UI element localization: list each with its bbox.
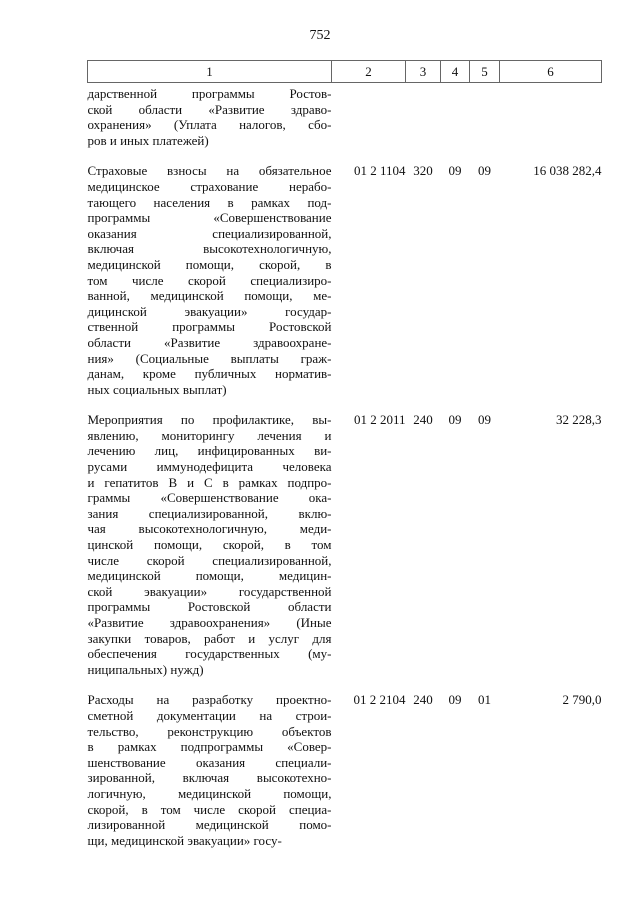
description-line: числе скорой специализированной,: [87, 552, 332, 568]
description-line: «Развитие здравоохранения» (Иные: [87, 615, 332, 630]
column-header-code: 2: [332, 61, 406, 83]
description-line: сметной документации на строи-: [87, 707, 332, 723]
row-section: 09: [448, 163, 462, 179]
row-subsection: [470, 83, 500, 164]
row-section: 09: [448, 412, 462, 428]
description-line: медицинской помощи, скорой, в: [87, 256, 332, 272]
table-row: [88, 83, 602, 164]
description-line: граммы «Совершенствование ока-: [87, 490, 332, 506]
column-header-rz: 4: [441, 61, 470, 83]
description-line: лечению лиц, инфицированных ви-: [87, 443, 332, 459]
description-line: дицинской эвакуации» государ-: [87, 303, 332, 319]
row-subsection: 09: [478, 412, 491, 428]
description-line: медицинской помощи, медицин-: [87, 568, 332, 584]
description-line: медицинское страхование нерабо-: [87, 178, 332, 194]
column-header-description: 1: [88, 61, 332, 83]
description-line: ров и иных платежей): [87, 132, 209, 148]
row-amount: 2 790,0: [562, 692, 602, 708]
row-amount: 16 038 282,4: [533, 163, 602, 179]
description-line: в рамках подпрограммы «Совер-: [87, 739, 332, 755]
row-target-code: 01 2 2011: [353, 412, 406, 428]
row-expense-type: 320: [413, 163, 433, 179]
description-line: ния» (Социальные выплаты граж-: [87, 350, 332, 366]
description-line: включая высокотехнологичную,: [87, 241, 332, 257]
description-line: зированной, включая высокотехно-: [87, 770, 332, 786]
description-line: охранения» (Уплата налогов, сбо-: [87, 117, 332, 133]
description-line: Страховые взносы на обязательное: [87, 163, 332, 179]
table-header-row: [88, 61, 602, 83]
description-line: зания специализированной, вклю-: [87, 505, 332, 521]
description-line: лизированной медицинской помо-: [87, 817, 332, 833]
description-line: дарственной программы Ростов-: [87, 86, 332, 101]
description-line: ванной, медицинской помощи, ме-: [87, 288, 332, 304]
description-line: ниципальных) нужд): [87, 661, 204, 677]
description-line: тающего населения в рамках под-: [87, 194, 332, 210]
description-line: скорой, в том числе скорой специа-: [87, 801, 332, 817]
description-line: явлению, мониторингу лечения и: [87, 427, 332, 443]
row-section: [441, 83, 470, 164]
column-header-vr: 3: [406, 61, 441, 83]
table-row: [88, 412, 602, 692]
table-row: [88, 692, 602, 863]
description-line: щи, медицинской эвакуации» госу-: [87, 832, 282, 848]
description-line: ской эвакуации» государственной: [87, 583, 332, 599]
description-line: чая высокотехнологичную, меди-: [87, 521, 332, 537]
row-subsection: 09: [478, 163, 491, 179]
description-line: и гепатитов В и С в рамках подпро-: [87, 474, 332, 490]
table-row: [88, 163, 602, 412]
description-line: области «Развитие здравоохране-: [87, 334, 332, 350]
row-description: [88, 163, 332, 412]
row-expense-type: 240: [413, 412, 433, 428]
row-amount: 32 228,3: [556, 412, 602, 428]
row-target-code: 01 2 2104: [353, 692, 406, 708]
row-expense-type: 240: [413, 692, 433, 708]
budget-table: [87, 60, 602, 863]
row-target-code: 01 2 1104: [353, 163, 406, 179]
description-line: ных социальных выплат): [87, 381, 227, 397]
description-line: Расходы на разработку проектно-: [87, 692, 332, 708]
row-target-code: [332, 83, 406, 164]
row-description: [88, 692, 332, 863]
row-subsection: 01: [478, 692, 491, 708]
column-header-amount: 6: [500, 61, 602, 83]
description-line: ской области «Развитие здраво-: [87, 101, 332, 117]
description-line: оказания специализированной,: [87, 225, 332, 241]
column-header-pr: 5: [470, 61, 500, 83]
description-line: логичную, медицинской помощи,: [87, 785, 332, 801]
description-line: Мероприятия по профилактике, вы-: [87, 412, 332, 428]
page-number: 752: [309, 28, 331, 43]
row-description: [88, 412, 332, 692]
description-line: программы Ростовской области: [87, 599, 332, 615]
description-line: программы «Совершенствование: [87, 210, 332, 226]
description-line: закупки товаров, работ и услуг для: [87, 630, 332, 646]
description-line: данам, кроме публичных норматив-: [87, 366, 332, 382]
row-amount: [500, 83, 602, 164]
description-line: том числе скорой специализиро-: [87, 272, 332, 288]
description-line: русами иммунодефицита человека: [87, 459, 332, 475]
description-line: шенствование оказания специали-: [87, 754, 332, 770]
row-description: [88, 83, 332, 164]
description-line: цинской помощи, скорой, в том: [87, 537, 332, 553]
description-line: тельство, реконструкцию объектов: [87, 723, 332, 739]
description-line: обеспечения государственных (му-: [87, 646, 332, 662]
row-expense-type: [406, 83, 441, 164]
row-section: 09: [448, 692, 462, 708]
table-body: [88, 83, 602, 864]
description-line: ственной программы Ростовской: [87, 319, 332, 335]
